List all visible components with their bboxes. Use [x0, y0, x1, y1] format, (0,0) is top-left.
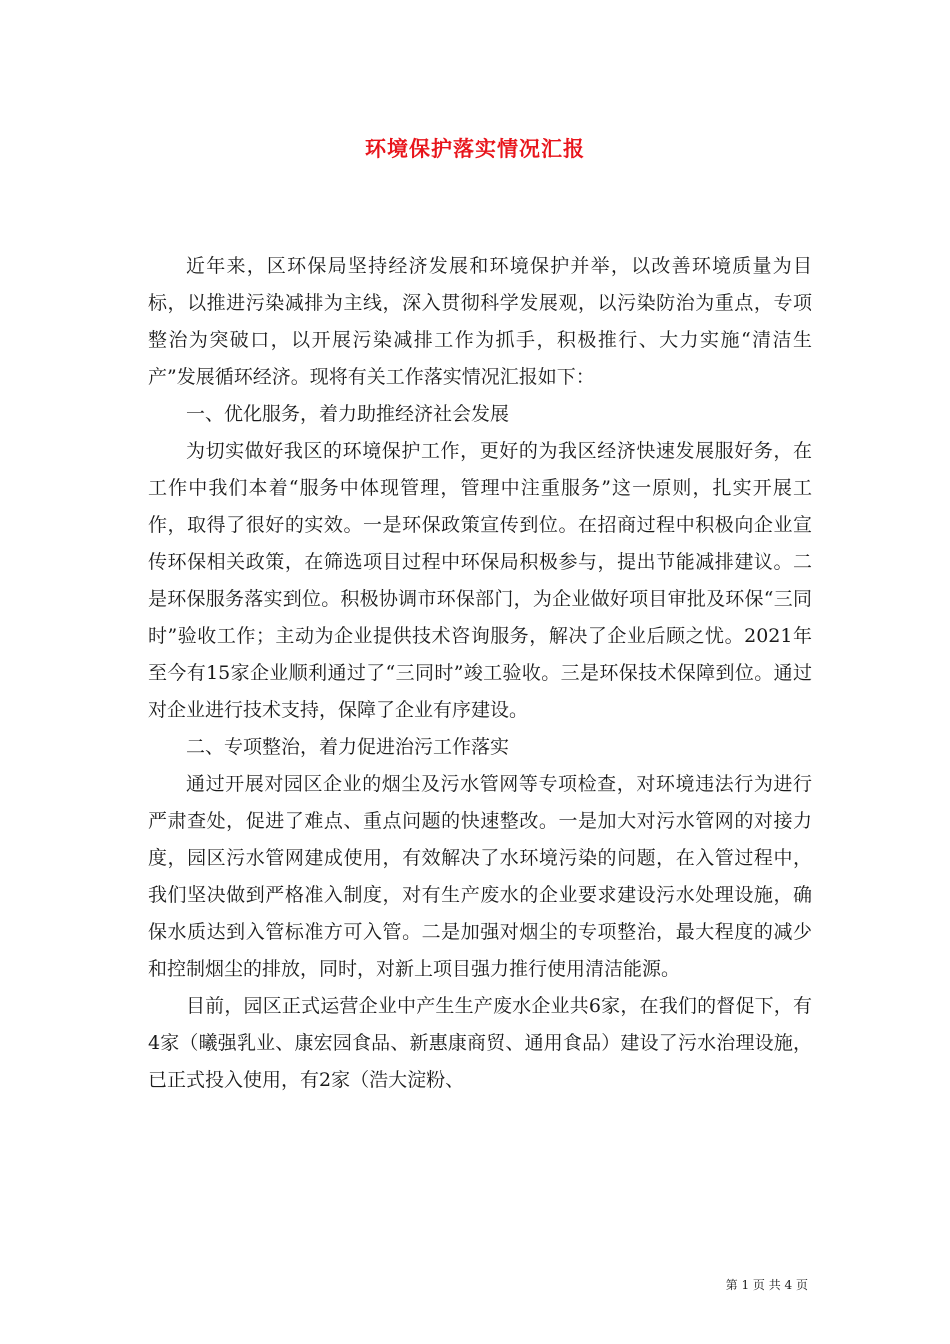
- paragraph-section-1: 为切实做好我区的环境保护工作，更好的为我区经济快速发展服好务，在工作中我们本着“服务中体现管理，管理中注重服务”这一原则，扎实开展工作，取得了很好的实效。一是环保政策宣传到位。在招商过程中积极向企业宣传环保相关政策，在筛选项目过程中环保局积极参与，提出节能减排建议。二是环保服务落实到位。积极协调市环保部门，为企业做好项目审批及环保“三同时”验收工作；主动为企业提供技术咨询服务，解决了企业后顾之忧。2021年至今有15家企业顺利通过了“三同时”竣工验收。三是环保技术保障到位。通过对企业进行技术支持，保障了企业有序建设。: [148, 440, 812, 721]
- paragraph-section-2: 通过开展对园区企业的烟尘及污水管网等专项检查，对环境违法行为进行严肃查处，促进了难点、重点问题的快速整改。一是加大对污水管网的对接力度，园区污水管网建成使用，有效解决了水环境污染的问题，在入管过程中，我们坚决做到严格准入制度，对有生产废水的企业要求建设污水处理设施，确保水质达到入管标准方可入管。二是加强对烟尘的专项整治，最大程度的减少和控制烟尘的排放，同时，对新上项目强力推行使用清洁能源。: [148, 773, 812, 980]
- paragraph-current-status: 目前，园区正式运营企业中产生生产废水企业共6家，在我们的督促下，有4家（曦强乳业、康宏园食品、新惠康商贸、通用食品）建设了污水治理设施，已正式投入使用，有2家（浩大淀粉、: [148, 995, 812, 1091]
- section-heading-1: 一、优化服务，着力助推经济社会发展: [186, 403, 510, 425]
- page-number-footer: 第 1 页 共 4 页: [725, 1278, 808, 1292]
- document-title: 环境保护落实情况汇报: [365, 136, 585, 161]
- document-body: [148, 248, 812, 1099]
- section-heading-2: 二、专项整治，着力促进治污工作落实: [186, 736, 510, 758]
- paragraph-intro: 近年来，区环保局坚持经济发展和环境保护并举，以改善环境质量为目标，以推进污染减排为主线，深入贯彻科学发展观，以污染防治为重点，专项整治为突破口，以开展污染减排工作为抓手，积极推行、大力实施“清洁生产”发展循环经济。现将有关工作落实情况汇报如下：: [148, 255, 812, 388]
